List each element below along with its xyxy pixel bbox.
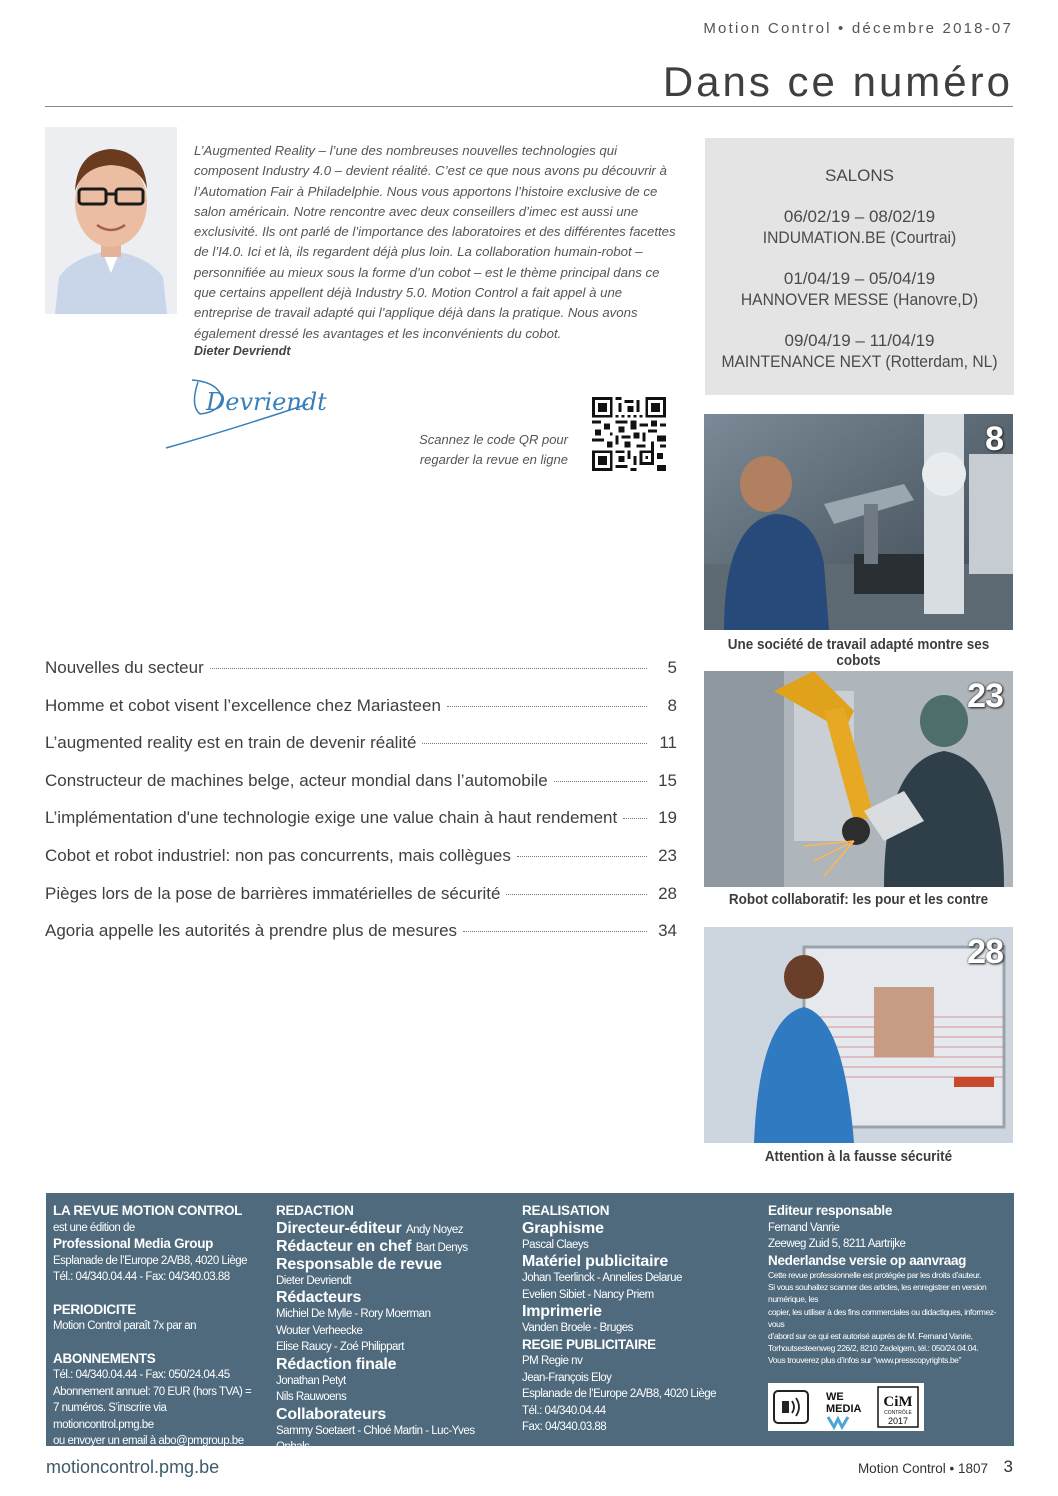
role-label: Rédaction finale xyxy=(276,1355,397,1373)
colophon-editorial xyxy=(276,1203,506,1456)
copyright-text: Torhoutsesteenweg 226/2, 8210 Zedelgem, tél.: 050/24.04.04. xyxy=(768,1343,979,1354)
logo-media: MEDIA xyxy=(826,1403,862,1415)
role-value: Johan Teerlinck - Annelies Delarue xyxy=(522,1272,682,1284)
colophon-legal xyxy=(768,1203,1008,1367)
feature-page-number: 28 xyxy=(967,933,1003,971)
salon-dates: 01/04/19 – 05/04/19 xyxy=(783,269,936,288)
role-label: Matériel publicitaire xyxy=(522,1253,669,1270)
role-value: Elise Raucy - Zoé Philippart xyxy=(276,1341,404,1353)
copyright-text: Si vous souhaitez scanner des articles, les enregistrer en version numérique, les xyxy=(768,1282,987,1305)
toc-leader xyxy=(463,931,647,932)
role-value: Evelien Sibiet - Nancy Priem xyxy=(522,1288,654,1301)
role-value: Dieter Devriendt xyxy=(276,1274,352,1287)
role-value: PM Regie nv xyxy=(522,1355,583,1367)
press-copyright-icon xyxy=(774,1391,808,1423)
role-value: Nils Rauwoens xyxy=(276,1391,347,1403)
salon-dates: 06/02/19 – 08/02/19 xyxy=(783,207,936,226)
role-value: Michiel De Mylle - Rory Moerman xyxy=(276,1308,431,1320)
role-value: Tél.: 04/340.04.44 xyxy=(522,1404,606,1417)
toc-entry[interactable] xyxy=(45,696,677,734)
role-value: Vanden Broele - Bruges xyxy=(522,1322,633,1334)
we-media-logo xyxy=(826,1391,862,1427)
signature-image xyxy=(160,372,330,456)
editorial-author: Dieter Devriendt xyxy=(194,344,291,358)
subscription-text: ou envoyer un email à abo@pmgroup.be xyxy=(53,1435,244,1447)
page-title: Dans ce numéro xyxy=(662,58,1013,105)
colophon-heading: ABONNEMENTS xyxy=(53,1350,156,1366)
toc-label: L’implémentation d'une technologie exige une value chain à haut rendement xyxy=(45,808,618,828)
cim-logo xyxy=(878,1387,918,1427)
feature-photo-safety[interactable] xyxy=(704,927,1013,1143)
qr-code-icon[interactable] xyxy=(592,397,666,471)
feature-photo-cobots[interactable] xyxy=(704,414,1013,630)
feature-caption: Robot collaboratif: les pour et les contre xyxy=(728,892,989,908)
colophon-text: est une édition de xyxy=(53,1221,135,1234)
salon-name: MAINTENANCE NEXT (Rotterdam, NL) xyxy=(721,352,998,371)
logo-year: 2017 xyxy=(887,1416,909,1426)
salon-entry xyxy=(705,206,1014,248)
feature-page-number: 23 xyxy=(967,677,1003,715)
role-value: Jonathan Petyt xyxy=(276,1374,346,1387)
subscription-text: Abonnement annuel: 70 EUR (hors TVA) = xyxy=(53,1385,252,1398)
toc-label: L’augmented reality est en train de devenir réalité xyxy=(45,733,417,753)
toc-entry[interactable] xyxy=(45,846,677,884)
subscription-text: 7 numéros. S’inscrire via motioncontrol.pmg.be xyxy=(53,1402,167,1431)
toc-entry[interactable] xyxy=(45,921,677,959)
toc-entry[interactable] xyxy=(45,658,677,696)
role-value: Jean-François Eloy xyxy=(522,1371,612,1384)
logo-cim-sub: CONTRÔLE xyxy=(884,1410,912,1416)
logo-cim: CiM xyxy=(883,1394,913,1410)
feature-page-number: 8 xyxy=(985,420,1003,458)
qr-instruction: Scannez le code QR pour regarder la revue en ligne xyxy=(419,432,568,467)
toc-entry[interactable] xyxy=(45,884,677,922)
salon-dates: 09/04/19 – 11/04/19 xyxy=(784,331,935,350)
signature-text: Devriendt xyxy=(206,388,327,416)
role-label: Rédacteur en chef xyxy=(276,1237,412,1255)
toc-page: 5 xyxy=(667,658,677,677)
dutch-version-note: Nederlandse versie op aanvraag xyxy=(768,1252,967,1268)
feature-photo-robot[interactable] xyxy=(704,671,1013,887)
toc-label: Constructeur de machines belge, acteur mondial dans l’automobile xyxy=(45,770,548,790)
certification-logos xyxy=(768,1383,924,1431)
role-value: Sammy Soetaert - Chloé Martin - Luc-Yves Ophals xyxy=(276,1424,475,1453)
feature-caption: Une société de travail adapté montre ses cobots xyxy=(727,637,990,669)
footer-magazine: Motion Control • 1807 xyxy=(857,1461,988,1476)
role-label: Imprimerie xyxy=(522,1303,602,1320)
table-of-contents xyxy=(45,658,677,959)
toc-entry[interactable] xyxy=(45,771,677,809)
toc-page: 8 xyxy=(667,695,677,715)
editor-portrait xyxy=(45,127,177,314)
toc-page: 34 xyxy=(658,921,677,941)
salons-title: SALONS xyxy=(825,166,894,185)
toc-label: Agoria appelle les autorités à prendre plus de mesures xyxy=(45,921,458,941)
role-value: Fax: 04/340.03.88 xyxy=(522,1421,607,1433)
editorial-text: L’Augmented Reality – l’une des nombreuses nouvelles technologies qui composent Industry 4.0 – devient réalité. C’est ce que nous avons pu découvrir à l’Automation Fair à Philadelphie. Nous vous apportons l’histoire exclusive de ce salon américain. Notre rencontre avec deux conseillers d’imec est aussi une exclusivité. Ils ont parlé de l’importance des laboratoires et des différentes facettes de l’I4.0. Ici et là, ils regardent déjà plus loin. La collaboration humain-robot – personnifiée au mieux sous la forme d’un cobot – est le thème principal dans ce que certains appellent déjà Industry 5.0. Motion Control a fait appel à une entreprise de travail adapté qui l’applique déjà dans la pratique. Nous avons également dressé les avantages et les inconvénients du cobot. xyxy=(194,143,676,341)
colophon-heading: LA REVUE MOTION CONTROL xyxy=(53,1203,243,1218)
periodicity-text: Motion Control paraît 7x par an xyxy=(53,1320,197,1332)
toc-label: Homme et cobot visent l’excellence chez Mariasteen xyxy=(45,695,441,715)
toc-entry[interactable] xyxy=(45,733,677,771)
toc-page: 28 xyxy=(658,883,677,903)
toc-page: 15 xyxy=(658,770,677,790)
salon-name: HANNOVER MESSE (Hanovre,D) xyxy=(740,290,979,309)
role-label: Directeur-éditeur xyxy=(276,1219,402,1237)
role-value: Pascal Claeys xyxy=(522,1238,589,1251)
toc-page: 23 xyxy=(658,845,677,865)
salons-box xyxy=(705,138,1014,395)
toc-page: 11 xyxy=(659,733,677,753)
toc-leader xyxy=(506,894,647,895)
toc-leader xyxy=(623,818,647,819)
copyright-text: d’abord sur ce qui est autorisé auprès de M. Fernand Vanrie, xyxy=(768,1331,973,1342)
salon-entry xyxy=(705,268,1014,310)
page-number: 3 xyxy=(1003,1457,1013,1476)
colophon-box xyxy=(46,1193,1014,1453)
toc-entry[interactable] xyxy=(45,808,677,846)
copyright-text: copier, les utiliser à des fins commerciales ou didactiques, informez-vous xyxy=(768,1306,997,1329)
editor-name: Fernand Vanrie xyxy=(768,1221,840,1234)
colophon-heading: REGIE PUBLICITAIRE xyxy=(522,1336,656,1352)
toc-label: Cobot et robot industriel: non pas concurrents, mais collègues xyxy=(45,845,511,865)
toc-leader xyxy=(554,781,647,782)
colophon-heading: PERIODICITE xyxy=(53,1301,136,1317)
colophon-production xyxy=(522,1203,752,1436)
logo-we: WE xyxy=(826,1391,844,1403)
copyright-text: Vous trouverez plus d’infos sur “www.presscopyrights.be” xyxy=(768,1355,962,1366)
header-divider xyxy=(45,106,1013,107)
toc-leader xyxy=(447,706,647,707)
website-link[interactable]: motioncontrol.pmg.be xyxy=(46,1457,220,1477)
toc-label: Nouvelles du secteur xyxy=(45,658,204,677)
feature-caption: Attention à la fausse sécurité xyxy=(764,1149,953,1165)
role-label: Responsable de revue xyxy=(276,1255,442,1273)
role-label: Collaborateurs xyxy=(276,1405,387,1423)
colophon-heading: REDACTION xyxy=(276,1203,354,1218)
role-value: Esplanade de l’Europe 2A/B8, 4020 Liège xyxy=(522,1388,717,1400)
role-label: Graphisme xyxy=(522,1219,604,1237)
copyright-text: Cette revue professionnelle est protégée par les droits d’auteur. xyxy=(768,1270,982,1280)
issue-line: Motion Control • décembre 2018-07 xyxy=(703,20,1013,37)
colophon-publisher xyxy=(53,1203,268,1450)
subscription-text: Tél.: 04/340.04.44 - Fax: 050/24.04.45 xyxy=(53,1369,230,1381)
publisher-phone: Tél.: 04/340.04.44 - Fax: 04/340.03.88 xyxy=(53,1271,230,1283)
salon-name: INDUMATION.BE (Courtrai) xyxy=(762,228,957,247)
toc-leader xyxy=(210,668,647,669)
toc-page: 19 xyxy=(658,808,677,828)
colophon-heading: Editeur responsable xyxy=(768,1203,893,1218)
role-value: Bart Denys xyxy=(415,1241,468,1254)
publisher-address: Esplanade de l’Europe 2A/B8, 4020 Liège xyxy=(53,1254,248,1267)
toc-label: Pièges lors de la pose de barrières immatérielles de sécurité xyxy=(45,883,501,903)
colophon-heading: REALISATION xyxy=(522,1203,610,1218)
toc-leader xyxy=(422,743,647,744)
toc-leader xyxy=(517,856,647,857)
publisher-name: Professional Media Group xyxy=(53,1236,214,1251)
role-value: Andy Noyez xyxy=(405,1223,463,1236)
role-value: Wouter Verheecke xyxy=(276,1324,363,1337)
role-label: Rédacteurs xyxy=(276,1289,362,1306)
salon-entry xyxy=(705,330,1014,372)
editor-address: Zeeweg Zuid 5, 8211 Aartrijke xyxy=(768,1238,906,1250)
